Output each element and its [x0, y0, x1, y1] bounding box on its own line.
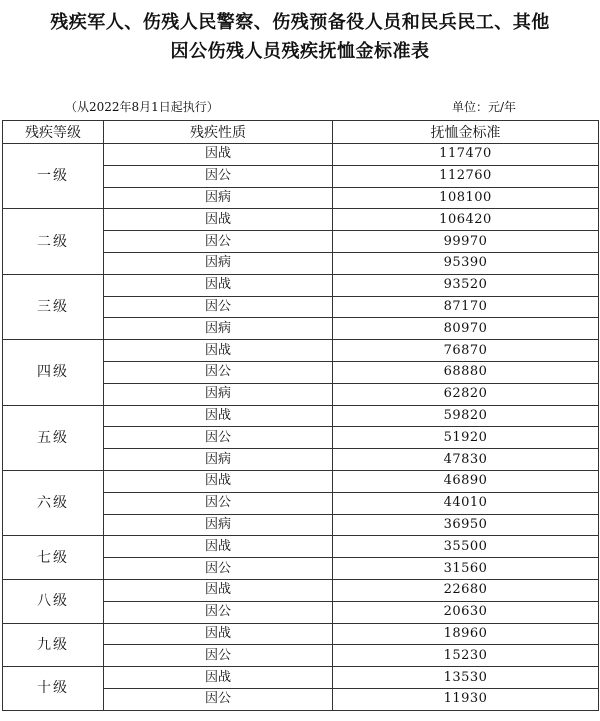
- disability-grade-cell: 九级: [3, 623, 104, 667]
- pension-amount-cell: 80970: [333, 318, 599, 340]
- disability-grade-cell: 七级: [3, 536, 104, 580]
- disability-nature-cell: 因公: [104, 165, 333, 187]
- table-body: [3, 144, 599, 711]
- disability-nature-cell: 因战: [104, 623, 333, 645]
- disability-grade-cell: 五级: [3, 405, 104, 470]
- table-row: [3, 470, 599, 492]
- pension-amount-cell: 11930: [333, 688, 599, 710]
- header-disability-grade: 残疾等级: [3, 121, 104, 144]
- pension-amount-cell: 31560: [333, 558, 599, 580]
- disability-grade-cell: 四级: [3, 340, 104, 405]
- table-row: [3, 405, 599, 427]
- disability-nature-cell: 因病: [104, 252, 333, 274]
- table-row: [3, 579, 599, 601]
- disability-nature-cell: 因战: [104, 144, 333, 166]
- disability-nature-cell: 因战: [104, 579, 333, 601]
- disability-nature-cell: 因病: [104, 318, 333, 340]
- pension-amount-cell: 44010: [333, 492, 599, 514]
- pension-amount-cell: 87170: [333, 296, 599, 318]
- disability-nature-cell: 因公: [104, 231, 333, 253]
- disability-nature-cell: 因病: [104, 449, 333, 471]
- title-line-1: 残疾军人、伤残人民警察、伤残预备役人员和民兵民工、其他: [50, 12, 550, 33]
- disability-nature-cell: 因战: [104, 470, 333, 492]
- table-row: [3, 536, 599, 558]
- disability-nature-cell: 因公: [104, 645, 333, 667]
- disability-nature-cell: 因病: [104, 514, 333, 536]
- disability-nature-cell: 因公: [104, 558, 333, 580]
- disability-grade-cell: 三级: [3, 274, 104, 339]
- disability-nature-cell: 因公: [104, 427, 333, 449]
- disability-nature-cell: 因公: [104, 296, 333, 318]
- disability-nature-cell: 因病: [104, 187, 333, 209]
- title-line-2: 因公伤残人员残疾抚恤金标准表: [170, 41, 430, 62]
- disability-nature-cell: 因公: [104, 361, 333, 383]
- pension-amount-cell: 22680: [333, 579, 599, 601]
- pension-amount-cell: 76870: [333, 340, 599, 362]
- disability-nature-cell: 因战: [104, 340, 333, 362]
- pension-amount-cell: 47830: [333, 449, 599, 471]
- disability-grade-cell: 八级: [3, 579, 104, 623]
- disability-nature-cell: 因战: [104, 536, 333, 558]
- unit-note: 单位：元/年: [452, 100, 517, 114]
- pension-amount-cell: 46890: [333, 470, 599, 492]
- pension-amount-cell: 95390: [333, 252, 599, 274]
- table-row: [3, 340, 599, 362]
- pension-amount-cell: 35500: [333, 536, 599, 558]
- pension-amount-cell: 106420: [333, 209, 599, 231]
- disability-grade-cell: 十级: [3, 667, 104, 711]
- table-row: [3, 623, 599, 645]
- pension-amount-cell: 59820: [333, 405, 599, 427]
- pension-amount-cell: 15230: [333, 645, 599, 667]
- pension-amount-cell: 93520: [333, 274, 599, 296]
- pension-amount-cell: 108100: [333, 187, 599, 209]
- pension-amount-cell: 18960: [333, 623, 599, 645]
- disability-nature-cell: 因战: [104, 274, 333, 296]
- disability-nature-cell: 因战: [104, 667, 333, 689]
- pension-amount-cell: 117470: [333, 144, 599, 166]
- pension-amount-cell: 13530: [333, 667, 599, 689]
- effective-date-note: （从2022年8月1日起执行）: [65, 100, 219, 114]
- pension-amount-cell: 62820: [333, 383, 599, 405]
- header-disability-nature: 残疾性质: [104, 121, 333, 144]
- disability-nature-cell: 因公: [104, 601, 333, 623]
- table-row: [3, 209, 599, 231]
- disability-grade-cell: 二级: [3, 209, 104, 274]
- pension-standard-table: [2, 120, 599, 711]
- disability-nature-cell: 因战: [104, 209, 333, 231]
- disability-nature-cell: 因病: [104, 383, 333, 405]
- disability-nature-cell: 因战: [104, 405, 333, 427]
- table-row: [3, 144, 599, 166]
- pension-amount-cell: 20630: [333, 601, 599, 623]
- header-pension-standard: 抚恤金标准: [333, 121, 599, 144]
- pension-amount-cell: 99970: [333, 231, 599, 253]
- table-row: [3, 274, 599, 296]
- page-title: [0, 8, 600, 66]
- disability-grade-cell: 一级: [3, 144, 104, 209]
- pension-amount-cell: 112760: [333, 165, 599, 187]
- pension-amount-cell: 68880: [333, 361, 599, 383]
- disability-grade-cell: 六级: [3, 470, 104, 535]
- disability-nature-cell: 因公: [104, 492, 333, 514]
- table-header-row: [3, 121, 599, 144]
- pension-amount-cell: 36950: [333, 514, 599, 536]
- pension-amount-cell: 51920: [333, 427, 599, 449]
- table-row: [3, 667, 599, 689]
- disability-nature-cell: 因公: [104, 688, 333, 710]
